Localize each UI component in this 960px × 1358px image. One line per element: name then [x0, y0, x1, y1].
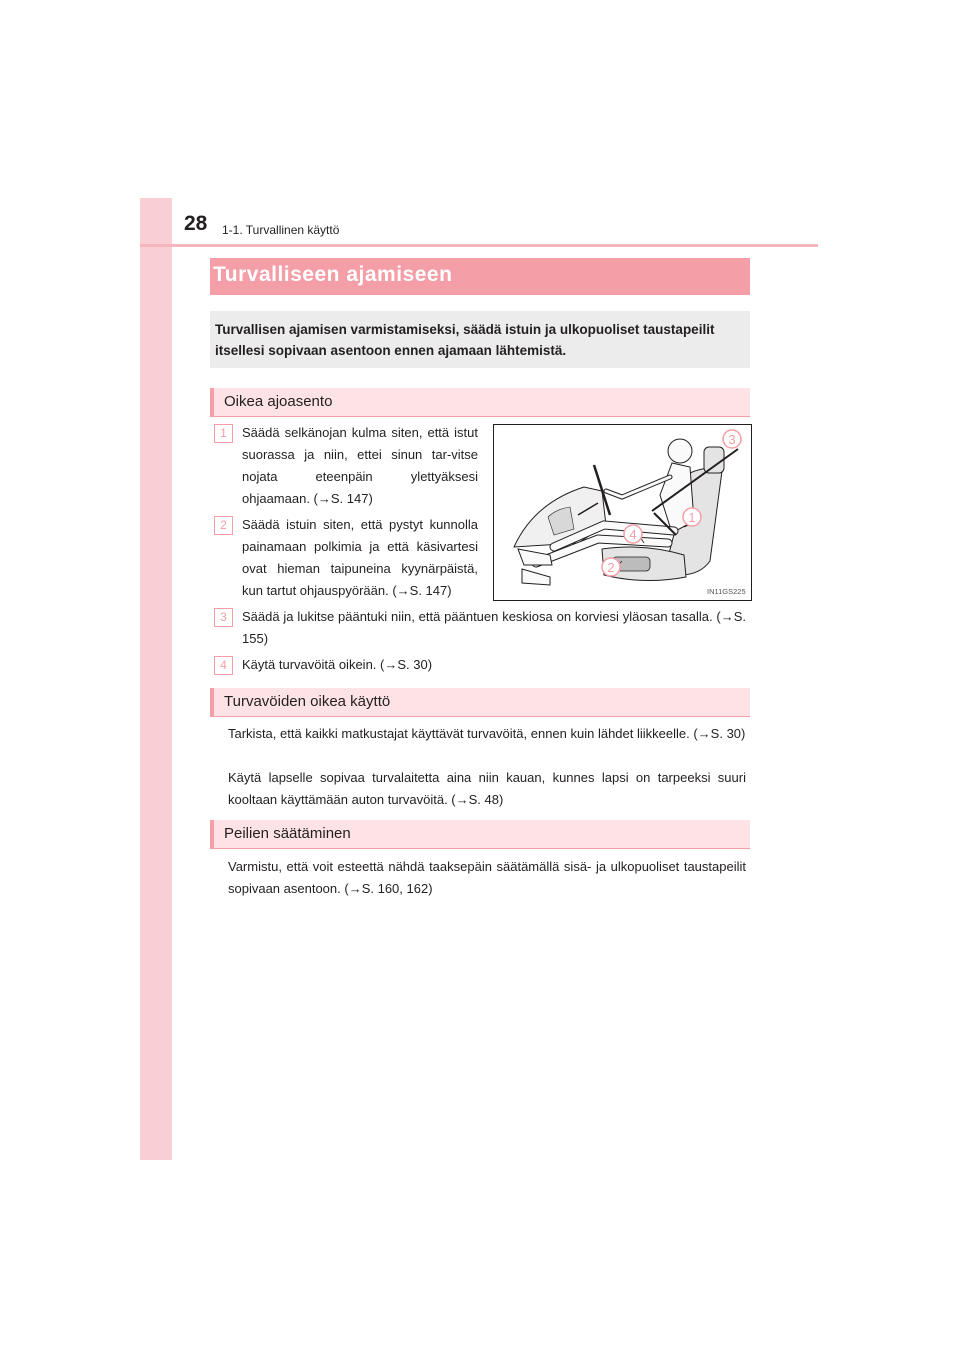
section-heading-mirrors: [210, 820, 750, 848]
item-text-2: Säädä istuin siten, että pystyt kunnolla painamaan polkimia ja että käsivartesi ovat hieman taipuneina kyynärpäistä, kun tartut ohjauspyörään. (→S. 147): [242, 517, 478, 598]
page-title-bar: [210, 258, 750, 295]
side-tab-bar: [140, 198, 172, 1160]
callout-label-4: 4: [629, 527, 637, 542]
page-title: Turvalliseen ajamiseen: [213, 263, 453, 286]
driver-seat-drawing: [494, 425, 751, 600]
section-heading-seatbelts: [210, 688, 750, 716]
section-heading-text: Turvavöiden oikea käyttö: [224, 693, 391, 710]
callout-label-2: 2: [607, 560, 615, 575]
seatbelt-paragraph-1: Tarkista, että kaikki matkustajat käyttävät turvavöitä, ennen kuin lähdet liikkeelle. (→S. 30): [228, 726, 746, 741]
item-number-3: 3: [214, 608, 233, 627]
item-text-3: Säädä ja lukitse pääntuki niin, että pääntuen keskiosa on korviesi yläosan tasalla. (→S. 155): [242, 609, 746, 646]
item-text-1: Säädä selkänojan kulma siten, että istut suorassa ja niin, ettei sinun tar-vitse nojata eteenpäin ylettyäksesi ohjaamaan. (→S. 147): [242, 425, 478, 506]
page-number: 28: [184, 212, 208, 235]
section-heading-driving-position: [210, 388, 750, 416]
callout-label-3: 3: [728, 432, 736, 447]
section-heading-text: Oikea ajoasento: [224, 393, 333, 410]
item-number-2: 2: [214, 516, 233, 535]
driving-position-illustration: [493, 424, 752, 601]
callout-label-1: 1: [688, 510, 696, 525]
figure-code: IN11GS225: [707, 587, 746, 596]
header-divider: [140, 244, 818, 247]
item-number-1: 1: [214, 424, 233, 443]
chapter-title: 1-1. Turvallinen käyttö: [222, 223, 340, 237]
seatbelt-paragraph-2: Käytä lapselle sopivaa turvalaitetta aina niin kauan, kunnes lapsi on tarpeeksi suuri kooltaan käyttämään auton turvavöitä. (→S. 48): [228, 770, 746, 807]
item-number-4: 4: [214, 656, 233, 675]
intro-box: [210, 311, 750, 368]
item-text-4: Käytä turvavöitä oikein. (→S. 30): [242, 657, 433, 672]
mirror-paragraph: Varmistu, että voit esteettä nähdä taaksepäin säätämällä sisä- ja ulkopuoliset taustapeilit sopivaan asentoon. (→S. 160, 162): [228, 859, 746, 896]
intro-text: Turvallisen ajamisen varmistamiseksi, säädä istuin ja ulkopuoliset taustapeilit itsellesi sopivaan asentoon ennen ajamaan lähtemistä.: [215, 322, 715, 358]
section-heading-text: Peilien säätäminen: [224, 825, 351, 842]
